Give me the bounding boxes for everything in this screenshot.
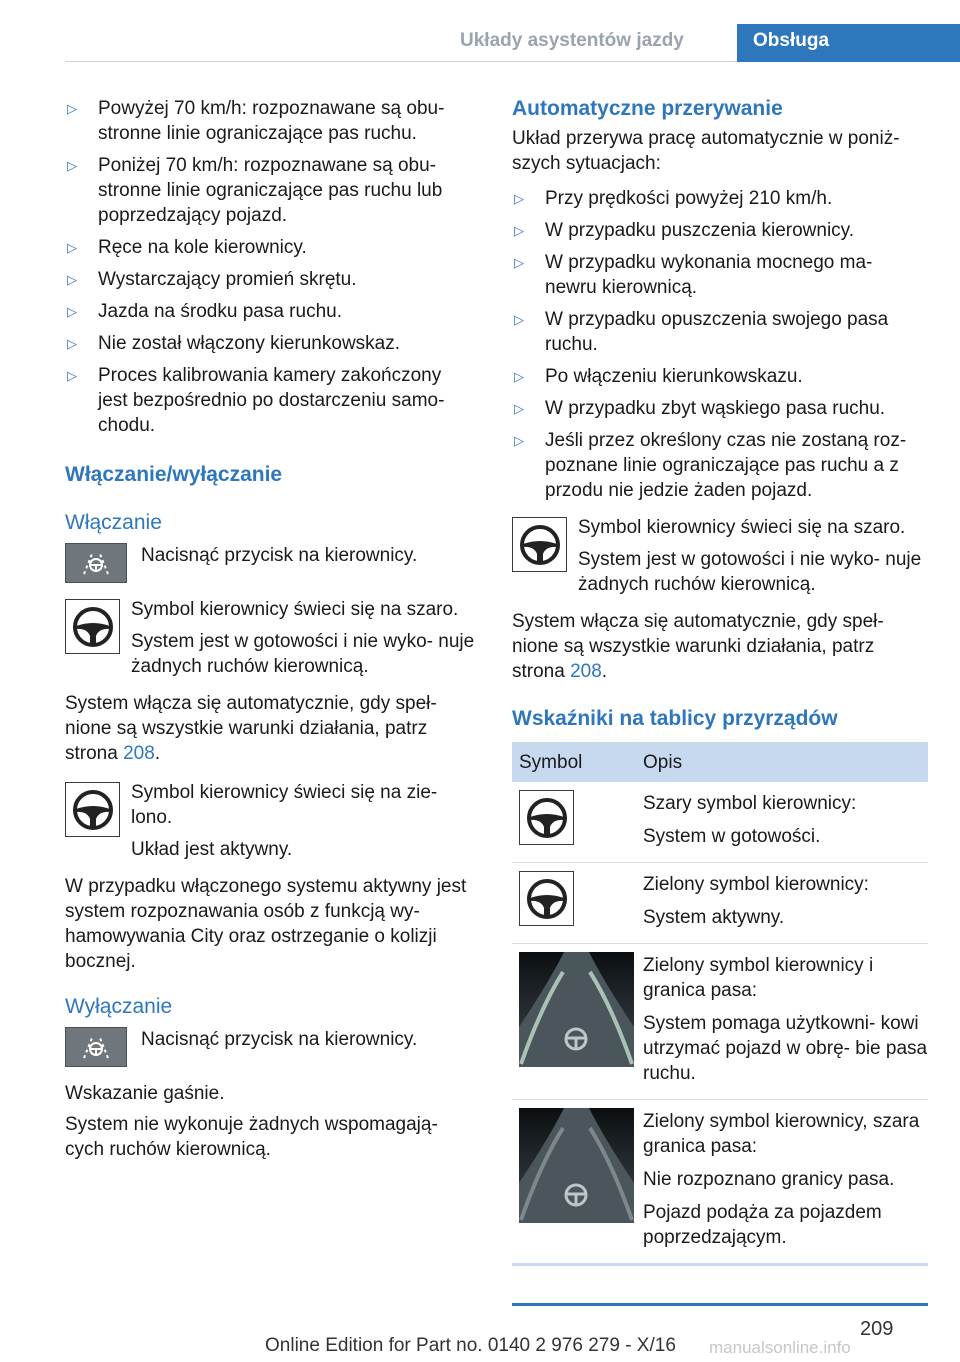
list-item: ▷ Po włączeniu kierunkowskazu.: [514, 366, 803, 387]
lane-boundary-green-image: [519, 952, 634, 1067]
steering-wheel-grey-icon: [519, 790, 574, 845]
steering-wheel-green-icon: [65, 782, 120, 837]
row-desc-line: Pojazd podąża za pojazdem poprzedzającym.: [643, 1202, 882, 1248]
bullet-triangle-icon: ▷: [514, 401, 524, 416]
heading-auto-interrupt: Automatyczne przerywanie: [512, 97, 783, 120]
row-desc-line: Zielony symbol kierownicy i granica pasa:: [643, 955, 874, 1001]
steering-wheel-grey-icon: [512, 517, 567, 572]
on-press-text: Nacisnąć przycisk na kierownicy.: [141, 545, 418, 566]
row-desc-line: System w gotowości.: [643, 826, 821, 847]
page-number: 209: [860, 1318, 894, 1340]
auto-intro-text: Układ przerywa pracę automatycznie w poniż‐ szych sytuacjach:: [512, 128, 900, 174]
interrupt-list: [512, 186, 928, 503]
bullet-triangle-icon: ▷: [67, 158, 77, 173]
press-button-row: [65, 543, 475, 583]
edition-line: Online Edition for Part no. 0140 2 976 279 - X/16: [265, 1335, 676, 1356]
page-header: [0, 24, 960, 62]
left-column: [65, 96, 475, 1172]
grey-symbol-row: [512, 515, 928, 597]
list-item: ▷ W przypadku opuszczenia swojego pasa ruchu.: [514, 309, 889, 355]
footer-rule: [512, 1303, 928, 1306]
green-symbol-row: [65, 780, 475, 862]
grey-ready-text: System jest w gotowości i nie wyko‐ nuje żadnych ruchów kierownicą.: [578, 549, 922, 595]
grey-symbol-text: Symbol kierownicy świeci się na szaro.: [131, 599, 459, 620]
list-item: ▷ Poniżej 70 km/h: rozpoznawane są obu‐ stronne linie ograniczające pas ruchu lub poprzedzający pojazd.: [67, 155, 443, 226]
press-button-off-row: [65, 1027, 475, 1067]
page-link[interactable]: 208: [570, 661, 602, 682]
table-row: [512, 782, 928, 863]
list-item: ▷ Powyżej 70 km/h: rozpoznawane są obu‐ stronne linie ograniczające pas ruchu.: [67, 98, 445, 144]
list-item: ▷ Jazda na środku pasa ruchu.: [67, 301, 342, 322]
lane-boundary-grey-image: [519, 1108, 634, 1223]
bullet-triangle-icon: ▷: [514, 255, 524, 270]
conditions-list: [65, 96, 475, 438]
bullet-triangle-icon: ▷: [67, 304, 77, 319]
bullet-triangle-icon: ▷: [67, 272, 77, 287]
bullet-triangle-icon: ▷: [514, 223, 524, 238]
grey-ready-text: System jest w gotowości i nie wyko‐ nuje żadnych ruchów kierownicą.: [131, 631, 475, 677]
watermark: manualsonline.info: [709, 1338, 851, 1357]
bullet-triangle-icon: ▷: [67, 368, 77, 383]
auto-on-paragraph: System włącza się automatycznie, gdy speł‐ nione są wszystkie warunki działania, patrz strona 208.: [512, 611, 884, 682]
auto-on-paragraph: System włącza się automatycznie, gdy speł‐ nione są wszystkie warunki działania, patrz strona 208.: [65, 693, 437, 764]
steering-wheel-green-icon: [519, 871, 574, 926]
list-item: ▷ W przypadku zbyt wąskiego pasa ruchu.: [514, 398, 886, 419]
list-item: ▷ Wystarczający promień skrętu.: [67, 269, 357, 290]
heading-on-off: Włączanie/wyłączanie: [65, 463, 283, 486]
row-desc-line: System aktywny.: [643, 907, 785, 928]
green-active-text: Układ jest aktywny.: [131, 839, 293, 860]
row-desc-line: Zielony symbol kierownicy:: [643, 874, 869, 895]
chapter-tab: Obsługa: [737, 24, 960, 62]
heading-indicators: Wskaźniki na tablicy przyrządów: [512, 707, 838, 730]
steering-wheel-grey-icon: [65, 599, 120, 654]
bullet-triangle-icon: ▷: [514, 312, 524, 327]
col-desc-header: Opis: [643, 752, 683, 773]
header-rule: [65, 61, 737, 62]
list-item: ▷ Ręce na kole kierownicy.: [67, 237, 307, 258]
grey-symbol-text: Symbol kierownicy świeci się na szaro.: [578, 517, 906, 538]
off-text-2: System nie wykonuje żadnych wspomagają‐ cych ruchów kierownicą.: [65, 1114, 438, 1160]
list-item: ▷ Nie został włączony kierunkowskaz.: [67, 333, 401, 354]
row-desc-line: Szary symbol kierownicy:: [643, 793, 857, 814]
lane-assist-button-icon: [65, 1027, 127, 1067]
list-item: ▷ Proces kalibrowania kamery zakończony jest bezpośrednio po dostarczeniu samo‐ chodu.: [67, 365, 445, 436]
bullet-triangle-icon: ▷: [514, 433, 524, 448]
right-column: [512, 96, 928, 1266]
active-info-paragraph: W przypadku włączonego systemu aktywny jest system rozpoznawania osób z funkcją wy‐ hamowywania City oraz ostrzeganie o kolizji bocznej.: [65, 876, 467, 972]
list-item: ▷ W przypadku wykonania mocnego ma‐ newru kierownicą.: [514, 252, 873, 298]
row-desc-line: Nie rozpoznano granicy pasa.: [643, 1169, 895, 1190]
table-row: [512, 944, 928, 1100]
indicator-table: [512, 742, 928, 1266]
list-item: ▷ Jeśli przez określony czas nie zostaną roz‐ poznane linie ograniczające pas ruchu a z przodu nie jedzie żaden pojazd.: [514, 430, 907, 501]
bullet-triangle-icon: ▷: [67, 240, 77, 255]
row-desc-line: System pomaga użytkowni‐ kowi utrzymać pojazd w obrę‐ bie pasa ruchu.: [643, 1013, 928, 1084]
list-item: ▷ Przy prędkości powyżej 210 km/h.: [514, 188, 833, 209]
heading-on: Włączanie: [65, 511, 162, 534]
green-symbol-text: Symbol kierownicy świeci się na zie‐ lono.: [131, 782, 438, 828]
row-desc-line: Zielony symbol kierownicy, szara granica pasa:: [643, 1111, 920, 1157]
section-title: Układy asystentów jazdy: [460, 30, 684, 51]
col-symbol-header: Symbol: [519, 752, 583, 773]
table-row: [512, 863, 928, 944]
heading-off: Wyłączanie: [65, 995, 173, 1018]
off-text-1: Wskazanie gaśnie.: [65, 1083, 225, 1104]
bullet-triangle-icon: ▷: [514, 191, 524, 206]
grey-symbol-row: [65, 597, 475, 679]
table-row: [512, 1100, 928, 1263]
bullet-triangle-icon: ▷: [514, 369, 524, 384]
lane-assist-button-icon: [65, 543, 127, 583]
bullet-triangle-icon: ▷: [67, 101, 77, 116]
table-header: [512, 742, 928, 782]
bullet-triangle-icon: ▷: [67, 336, 77, 351]
page-link[interactable]: 208: [123, 743, 155, 764]
off-press-text: Nacisnąć przycisk na kierownicy.: [141, 1029, 418, 1050]
list-item: ▷ W przypadku puszczenia kierownicy.: [514, 220, 855, 241]
